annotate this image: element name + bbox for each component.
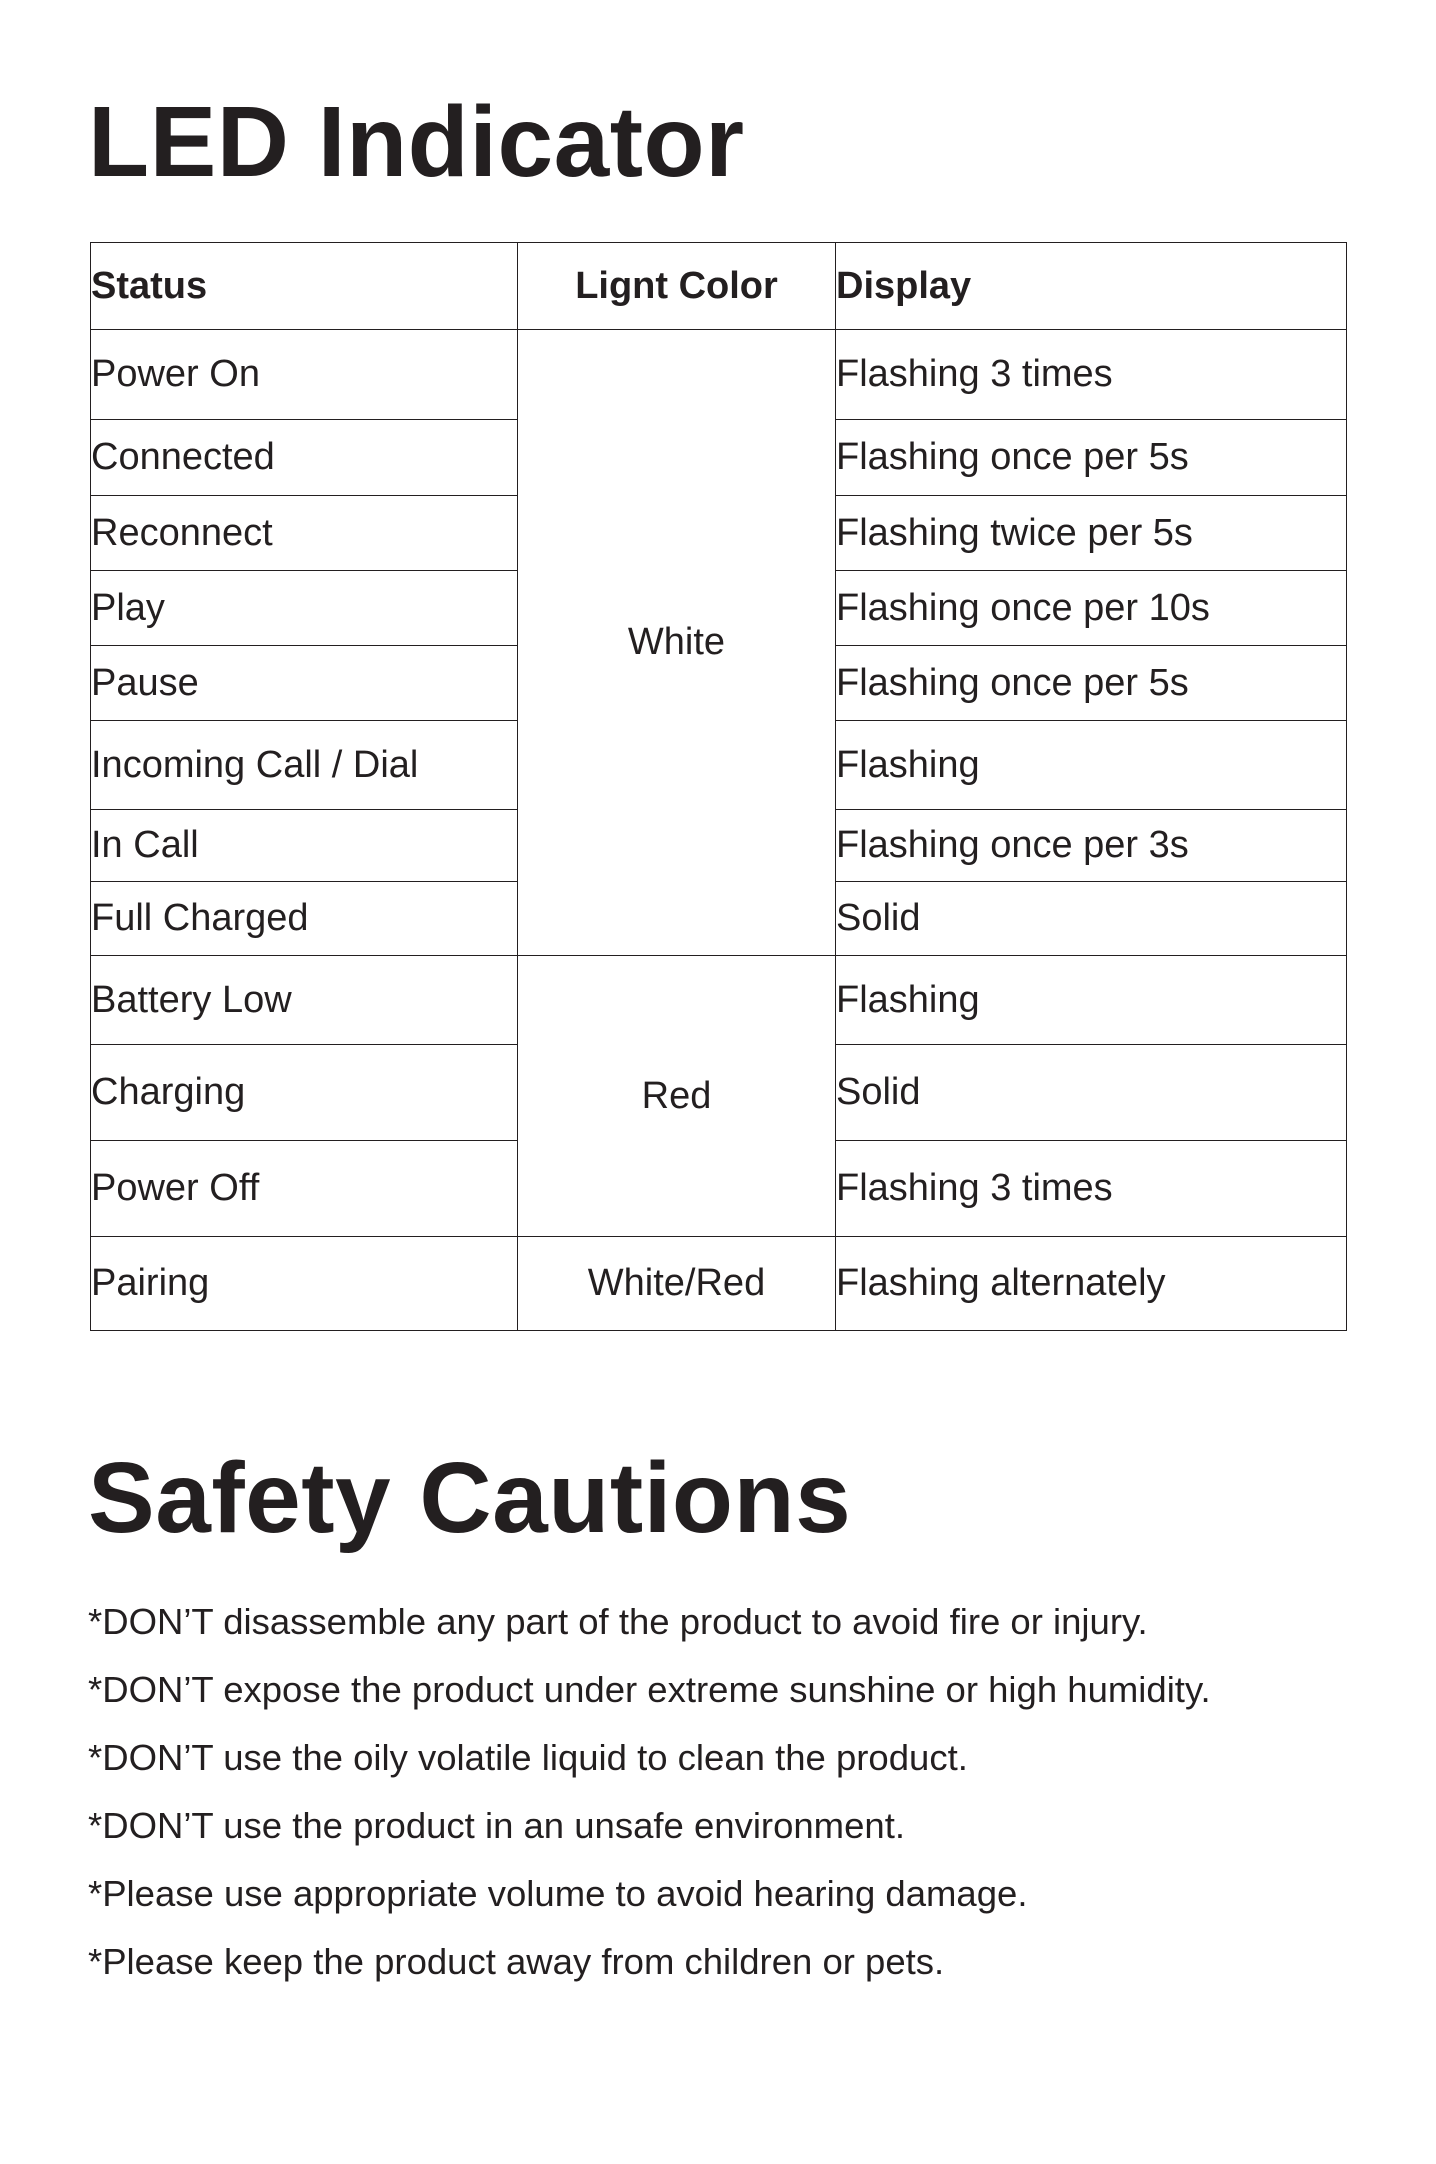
display-cell: Flashing xyxy=(836,956,1347,1045)
status-cell: Incoming Call / Dial xyxy=(91,721,518,810)
list-item: *DON’T use the product in an unsafe environment. xyxy=(88,1805,905,1846)
status-cell: Play xyxy=(91,571,518,646)
display-cell: Flashing once per 5s xyxy=(836,420,1347,496)
status-cell: Power On xyxy=(91,330,518,420)
header-status: Status xyxy=(91,243,518,330)
safety-cautions-title: Safety Cautions xyxy=(88,1442,852,1554)
color-cell-red: Red xyxy=(518,956,836,1237)
status-cell: Reconnect xyxy=(91,496,518,571)
status-cell: In Call xyxy=(91,810,518,882)
led-indicator-title: LED Indicator xyxy=(88,86,745,198)
status-cell: Full Charged xyxy=(91,882,518,956)
list-item: *DON’T disassemble any part of the product to avoid fire or injury. xyxy=(88,1601,1148,1642)
display-cell: Flashing alternately xyxy=(836,1237,1347,1331)
display-cell: Flashing once per 10s xyxy=(836,571,1347,646)
display-cell: Flashing 3 times xyxy=(836,1141,1347,1237)
list-item: *Please use appropriate volume to avoid hearing damage. xyxy=(88,1873,1028,1914)
status-cell: Power Off xyxy=(91,1141,518,1237)
table-row xyxy=(91,330,1347,420)
display-cell: Flashing once per 3s xyxy=(836,810,1347,882)
safety-cautions-list xyxy=(88,1594,1211,2002)
status-cell: Pause xyxy=(91,646,518,721)
color-cell-white: White xyxy=(518,330,836,956)
status-cell: Pairing xyxy=(91,1237,518,1331)
list-item: *Please keep the product away from children or pets. xyxy=(88,1941,945,1982)
list-item: *DON’T use the oily volatile liquid to clean the product. xyxy=(88,1737,968,1778)
status-cell: Battery Low xyxy=(91,956,518,1045)
display-cell: Flashing twice per 5s xyxy=(836,496,1347,571)
display-cell: Solid xyxy=(836,882,1347,956)
table-header-row xyxy=(91,243,1347,330)
display-cell: Solid xyxy=(836,1045,1347,1141)
table-row xyxy=(91,1237,1347,1331)
table-row xyxy=(91,956,1347,1045)
status-cell: Charging xyxy=(91,1045,518,1141)
display-cell: Flashing xyxy=(836,721,1347,810)
status-cell: Connected xyxy=(91,420,518,496)
header-light-color: Lignt Color xyxy=(518,243,836,330)
header-display: Display xyxy=(836,243,1347,330)
list-item: *DON’T expose the product under extreme sunshine or high humidity. xyxy=(88,1669,1211,1710)
led-indicator-table xyxy=(90,242,1347,1331)
display-cell: Flashing once per 5s xyxy=(836,646,1347,721)
display-cell: Flashing 3 times xyxy=(836,330,1347,420)
color-cell-white-red: White/Red xyxy=(518,1237,836,1331)
